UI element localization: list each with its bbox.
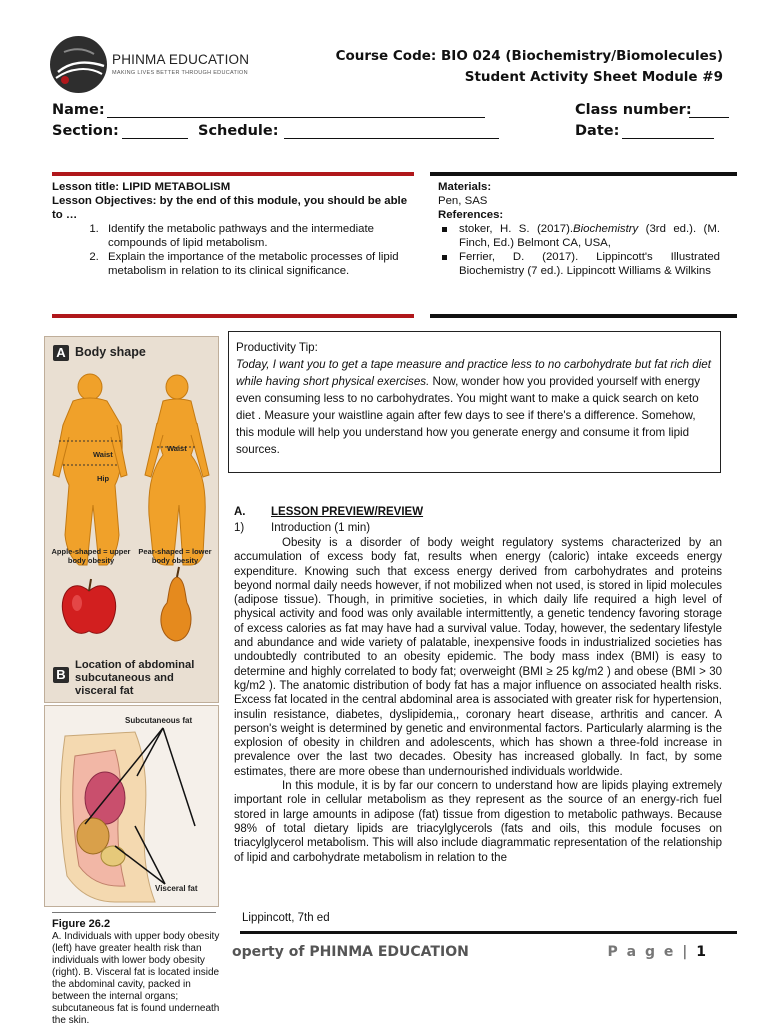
figure-caption-rule bbox=[52, 912, 216, 913]
figure-caption bbox=[52, 918, 228, 1027]
panel-a-letter: A bbox=[53, 345, 69, 361]
top-right-divider bbox=[430, 172, 737, 176]
reference-text: stoker, H. S. (2017). bbox=[459, 223, 574, 235]
references-list bbox=[438, 222, 720, 278]
subsection-heading bbox=[234, 521, 722, 536]
bottom-right-divider bbox=[430, 314, 737, 318]
waist-label-left: Waist bbox=[93, 450, 113, 459]
reference-item bbox=[459, 222, 720, 250]
name-field[interactable] bbox=[107, 117, 485, 118]
reference-text: Ferrier, D. (2017). Lippincott's Illustrated Biochemistry (7 ed.). Lippincott Williams & Wilkins bbox=[459, 251, 720, 277]
figure-panel-a bbox=[44, 336, 219, 703]
body-shape-illustration bbox=[45, 365, 218, 655]
section-heading bbox=[234, 505, 722, 521]
waist-label-right: Waist bbox=[167, 444, 187, 453]
lesson-objectives-heading: Lesson Objectives: by the end of this module, you should be able to … bbox=[52, 195, 408, 221]
figure-caption-title: Figure 26.2 bbox=[52, 918, 111, 930]
tip-italic-text: Today, I want you to get a tape measure and practice less to no carbohydrate but fat rich diet while having short physical exercises. bbox=[236, 358, 711, 388]
abdominal-fat-illustration bbox=[45, 706, 218, 906]
lesson-title: Lesson title: LIPID METABOLISM bbox=[52, 181, 231, 193]
tip-rest-text: Now, wonder how you provided yourself with energy even consuming less to no carbohydrates. You might want to make a quick search on keto diet . Measure your waistline again after few days to see if there's a difference. Somehow, this module will help you understand how you generate energy and consume it from lipid sources. bbox=[236, 375, 700, 456]
tip-label: Productivity Tip: bbox=[236, 341, 318, 354]
page-number: 1 bbox=[696, 944, 708, 960]
intro-paragraph-1: Obesity is a disorder of body weight regulatory systems characterized by an accumulation of excess body fat, results when energy (caloric) intake exceeds energy expenditure. Knowing such that excess energy derived from carbohydrates and proteins beyond normal daily needs however, if not mobilized when not used, is stored in lipid molecules (adipose tissue). Though, in primitive societies, in which daily life required a high level of physical activity and food was only available intermittently, a genetic tendency favoring storage of excess calories as fat may have had a survival value. Today, however, the sedentary lifestyle and abundance and wide variety of palatable, inexpensive foods in industrialized societies has undoubtedly contributed to an obesity epidemic. The body mass index (BMI) is easy to determine and highly correlated to body fat; overweight (BMI ≥ 25 kg/m2 ) and obese (BMI > 30 kg/m2 ). The anatomic distribution of body fat has a major influence on associated health risks. Excess fat located in the central abdominal area is associated with greater risk for hypertension, insulin resistance, diabetes, dyslipidemia,, coronary heart disease, arthritis and cancer. A person's weight is determined by genetic and environmental factors. Particularly alarming is the explosion of obesity in children and adolescents, which has shown a three-fold increase in prevalence over the last two decades. Obesity has increased globally. In fact, by some estimates, there are more obese than undernourished individuals worldwide. bbox=[234, 537, 722, 778]
lesson-block bbox=[52, 180, 412, 278]
apple-body-icon bbox=[53, 374, 127, 565]
phinma-logo bbox=[50, 36, 250, 96]
logo-name: PHINMA EDUCATION bbox=[112, 52, 250, 67]
pear-caption: Pear-shaped = lower body obesity bbox=[138, 547, 212, 565]
bottom-left-divider bbox=[52, 314, 414, 318]
productivity-tip-box bbox=[228, 331, 721, 473]
references-heading: References: bbox=[438, 209, 504, 221]
class-number-field[interactable] bbox=[689, 117, 729, 118]
materials-block bbox=[438, 180, 720, 278]
schedule-label: Schedule: bbox=[198, 123, 279, 139]
reference-item bbox=[459, 250, 720, 278]
date-field[interactable] bbox=[622, 138, 714, 139]
pear-fruit-icon bbox=[161, 567, 191, 641]
lesson-preview-section bbox=[234, 505, 722, 865]
student-fields bbox=[52, 100, 732, 144]
visceral-fat-label: Visceral fat bbox=[155, 884, 198, 893]
date-label: Date: bbox=[575, 123, 620, 139]
class-number-label: Class number: bbox=[575, 102, 692, 118]
objectives-list bbox=[52, 222, 412, 278]
footer-rule bbox=[240, 931, 737, 934]
panel-b-letter: B bbox=[53, 667, 69, 683]
top-left-divider bbox=[52, 172, 414, 176]
intro-paragraph-2: In this module, it is by far our concern to understand how are lipids playing extremely important role in cellular metabolism as they represent as the source of an energy-rich fuel stored in large amounts in adipose (fat) tissue from digestion to metabolic pathways. Because 98% of total dietary lipids are triacylglycerols (fats and oils, this module focuses on triacylglycerol metabolism. This will also include diagrammatic representation of the relationship of lipid and carbohydrate metabolism in relation to the bbox=[234, 780, 722, 864]
subcutaneous-fat-label: Subcutaneous fat bbox=[125, 716, 193, 725]
tip-text bbox=[236, 356, 713, 458]
name-label: Name: bbox=[52, 102, 105, 118]
pear-body-icon bbox=[145, 375, 209, 565]
figure-panel-b bbox=[44, 705, 219, 907]
subsection-title: Introduction (1 min) bbox=[271, 522, 371, 534]
course-header bbox=[336, 46, 723, 88]
reference-title: Biochemistry bbox=[573, 223, 639, 235]
schedule-field[interactable] bbox=[284, 138, 499, 139]
figure-credit: Lippincott, 7th ed bbox=[242, 912, 330, 924]
section-title: LESSON PREVIEW/REVIEW bbox=[271, 506, 424, 518]
footer-page bbox=[608, 944, 708, 960]
section-field[interactable] bbox=[122, 138, 188, 139]
logo-tagline: MAKING LIVES BETTER THROUGH EDUCATION bbox=[112, 70, 248, 76]
objective-item: 1. Identify the metabolic pathways and the intermediate compounds of lipid metabolism. bbox=[102, 222, 412, 250]
module-title: Student Activity Sheet Module #9 bbox=[464, 69, 723, 85]
section-letter: A. bbox=[234, 506, 246, 518]
apple-fruit-icon bbox=[62, 579, 115, 633]
logo-globe-icon bbox=[50, 36, 107, 93]
course-code: Course Code: BIO 024 (Biochemistry/Biomolecules) bbox=[335, 48, 723, 64]
apple-caption: Apple-shaped = upper body obesity bbox=[51, 547, 131, 565]
panel-b-title: Location of abdominal subcutaneous and visceral fat bbox=[75, 659, 195, 697]
panel-a-title: Body shape bbox=[75, 345, 146, 359]
section-label: Section: bbox=[52, 123, 119, 139]
subsection-number: 1) bbox=[234, 522, 245, 534]
objective-item: 2. Explain the importance of the metabolic processes of lipid metabolism in relation to its clinical significance. bbox=[102, 250, 412, 278]
page-label: P a g e | bbox=[607, 944, 690, 960]
materials-items: Pen, SAS bbox=[438, 195, 488, 207]
footer-property: operty of PHINMA EDUCATION bbox=[232, 944, 469, 960]
reference-text: (3rd ed.). (M. Finch, Ed.) Belmont CA, USA, bbox=[459, 223, 720, 249]
figure-caption-text: A. Individuals with upper body obesity (left) have greater health risk than individuals with lower body obesity (right). B. Visceral fat is located inside the abdominal cavity, packed in between the internal organs; subcutaneous fat is found underneath the skin. bbox=[52, 931, 220, 1026]
materials-heading: Materials: bbox=[438, 181, 492, 193]
hip-label-left: Hip bbox=[97, 474, 110, 483]
